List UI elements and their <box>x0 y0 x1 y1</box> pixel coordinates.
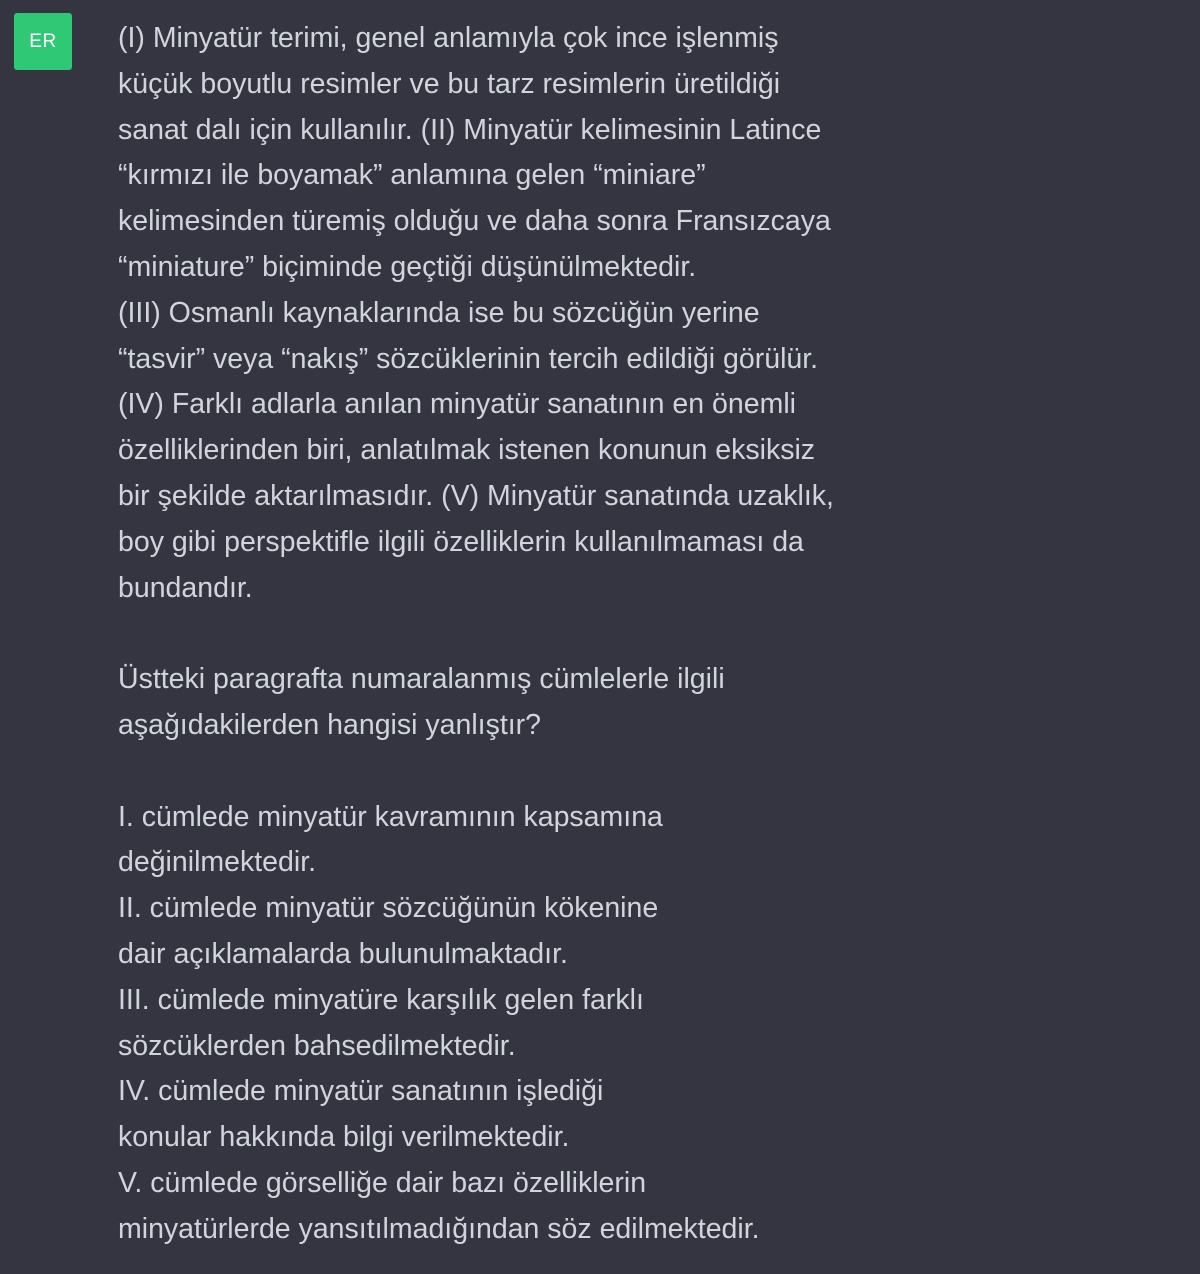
paragraph-line: “tasvir” veya “nakış” sözcüklerinin tercih edildiği görülür. <box>118 342 819 375</box>
option-line: konular hakkında bilgi verilmektedir. <box>118 1121 570 1154</box>
paragraph-line: kelimesinden türemiş olduğu ve daha sonra Fransızcaya <box>118 205 831 238</box>
option-line: IV. cümlede minyatür sanatının işlediği <box>118 1075 604 1108</box>
option-line: sözcüklerden bahsedilmektedir. <box>118 1029 516 1062</box>
paragraph-line: (I) Minyatür terimi, genel anlamıyla çok ince işlenmiş <box>118 22 779 54</box>
option-line: minyatürlerde yansıtılmadığından söz edilmektedir. <box>118 1212 760 1245</box>
paragraph-line: sanat dalı için kullanılır. (II) Minyatür kelimesinin Latince <box>118 113 822 146</box>
blank-line <box>118 611 898 657</box>
paragraph-line: (III) Osmanlı kaynaklarında ise bu sözcüğün yerine <box>118 296 760 329</box>
paragraph-line: özelliklerinden biri, anlatılmak istenen konunun eksiksiz <box>118 434 816 467</box>
question-line: Üstteki paragrafta numaralanmış cümlelerle ilgili <box>118 663 725 696</box>
option-line: değinilmektedir. <box>118 846 317 879</box>
question-line: aşağıdakilerden hangisi yanlıştır? <box>118 708 542 741</box>
option-line: II. cümlede minyatür sözcüğünün kökenine <box>118 892 659 925</box>
paragraph-block <box>118 16 898 611</box>
option-line: dair açıklamalarda bulunulmaktadır. <box>118 937 568 970</box>
paragraph-line: küçük boyutlu resimler ve bu tarz resimlerin üretildiği <box>118 67 781 100</box>
options-block <box>118 795 898 1253</box>
paragraph-line: boy gibi perspektifle ilgili özelliklerin kullanılmaması da <box>118 525 804 558</box>
paragraph-line: bundandır. <box>118 571 253 604</box>
option-line: I. cümlede minyatür kavramının kapsamına <box>118 800 663 833</box>
question-block <box>118 657 898 749</box>
paragraph-line: “kırmızı ile boyamak” anlamına gelen “miniare” <box>118 159 706 192</box>
paragraph-line: “miniature” biçiminde geçtiği düşünülmektedir. <box>118 250 697 283</box>
option-line: V. cümlede görselliğe dair bazı özelliklerin <box>118 1166 647 1199</box>
user-avatar: ER <box>14 13 72 70</box>
paragraph-line: (IV) Farklı adlarla anılan minyatür sanatının en önemli <box>118 388 796 421</box>
message-content <box>118 16 898 1253</box>
blank-line <box>118 749 898 795</box>
paragraph-line: bir şekilde aktarılmasıdır. (V) Minyatür sanatında uzaklık, <box>118 479 834 512</box>
option-line: III. cümlede minyatüre karşılık gelen farklı <box>118 983 644 1016</box>
